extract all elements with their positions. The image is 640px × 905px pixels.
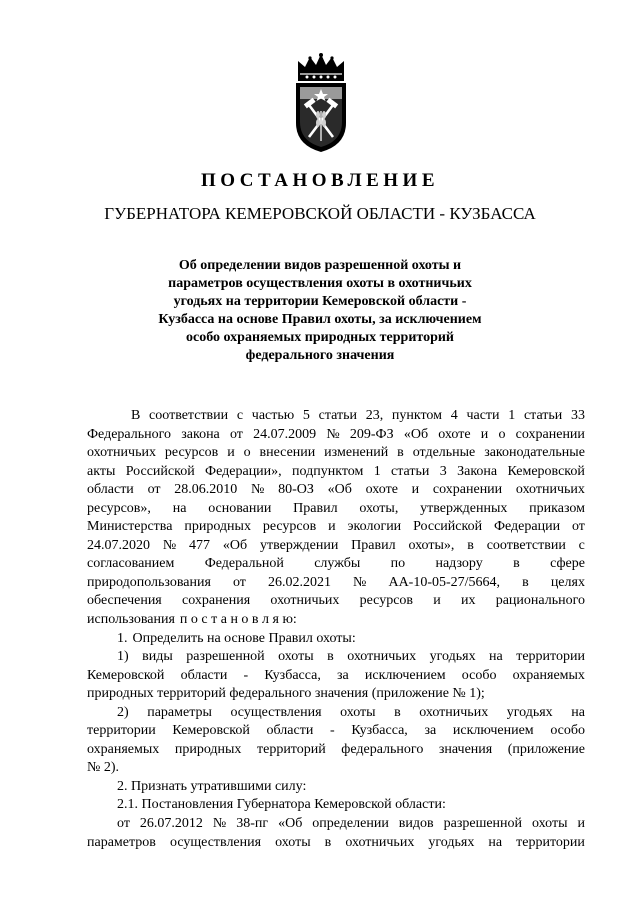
body-line [87, 537, 585, 556]
body-word: в [513, 556, 520, 572]
body-word: охотничьих [270, 593, 340, 609]
body-word: (приложение [507, 741, 585, 757]
body-word: в [397, 445, 404, 461]
body-line [87, 518, 585, 537]
body-word: сохранении [432, 482, 503, 498]
body-word: № [251, 482, 265, 498]
body-word: основании [208, 500, 272, 516]
body-word: 38-пг [236, 816, 269, 832]
body-word: параметров [87, 834, 156, 850]
body-word: территорий [256, 741, 326, 757]
body-word: сохранении [515, 426, 585, 442]
body-word: «Об [327, 482, 352, 498]
body-word: от [117, 816, 130, 832]
body-word: Министерства [87, 519, 173, 535]
body-word: и [227, 445, 235, 461]
body-word: согласованием [87, 556, 175, 572]
body-word: - [330, 723, 335, 739]
body-word: - [243, 667, 249, 683]
body-line [87, 500, 585, 519]
body-line [87, 611, 585, 630]
body-word: № [326, 426, 340, 442]
body-word: за [337, 667, 349, 683]
body-word: в [327, 649, 334, 665]
body-line [87, 648, 585, 667]
body-word: рационального [495, 593, 585, 609]
body-word: «Об [278, 816, 303, 832]
body-word: охоты, [359, 500, 399, 516]
body-word: утверждении [259, 537, 339, 553]
body-word: природных [174, 741, 242, 757]
document-title: ПОСТАНОВЛЕНИЕ [200, 170, 440, 191]
subject-line: особо охраняемых природных территорий [185, 330, 454, 345]
body-word: исключением [452, 723, 534, 739]
body-word: 26.07.2012 [139, 816, 203, 832]
body-word: Кемеровской [87, 667, 165, 683]
body-word: видов [398, 816, 434, 832]
body-word: п о с т а н о в л я ю: [179, 612, 297, 628]
body-line [87, 407, 585, 426]
crown-icon [298, 53, 344, 81]
body-word: охотничьих [87, 445, 156, 461]
body-word: от [147, 482, 161, 498]
body-word: охотничьих [345, 834, 415, 850]
body-word: о [498, 426, 506, 442]
body-word: охоты», [408, 537, 455, 553]
body-word: 80-ОЗ [278, 482, 314, 498]
body-word: надзору [435, 556, 483, 572]
body-word: Кемеровской [172, 723, 250, 739]
body-word: целях [550, 574, 585, 590]
body-word: части [466, 408, 500, 423]
body-line [87, 630, 585, 649]
subject-line: федерального значения [245, 348, 395, 363]
body-word: и [480, 426, 489, 442]
body-word: по [390, 556, 406, 572]
body-word: частью [251, 408, 295, 423]
body-word: ресурсов [164, 445, 219, 461]
body-word: охотничьих [515, 482, 585, 498]
body-word: охотничьих [419, 704, 489, 720]
body-word: внесении [259, 445, 316, 461]
document-body [87, 407, 585, 852]
document-issuer: ГУБЕРНАТОРА КЕМЕРОВСКОЙ ОБЛАСТИ - КУЗБАССА [104, 204, 536, 223]
subject-line: Кузбасса на основе Правил охоты, за исключением [158, 312, 482, 327]
body-word: Федерации», [205, 463, 282, 479]
body-word: на [172, 500, 187, 516]
body-word: № [353, 574, 367, 590]
body-word: 23, [365, 408, 384, 423]
body-word: Правил [293, 500, 338, 516]
body-word: угодьях [428, 834, 475, 850]
body-word: области [266, 723, 314, 739]
subject-line: угодьях на территории Кемеровской области - [173, 294, 467, 309]
body-word: 5 [302, 408, 310, 423]
body-word: 28.06.2010 [174, 482, 238, 498]
body-word: природопользования [87, 574, 211, 590]
body-word: природных [184, 519, 251, 535]
body-line [87, 685, 585, 704]
body-word: исключением [364, 667, 446, 683]
body-word: особо [461, 667, 497, 683]
body-line [87, 722, 585, 741]
body-word: статьи [391, 463, 430, 479]
body-word: области [87, 482, 134, 498]
body-word: обеспечения [87, 593, 162, 609]
body-word: особо [550, 723, 585, 739]
subject-line: параметров осуществления охоты в охотничьих [168, 276, 472, 291]
body-line [87, 592, 585, 611]
body-word: Федерации [493, 519, 561, 535]
body-word: охоты [532, 816, 568, 832]
body-word: области [180, 667, 228, 683]
body-word: закона [181, 426, 220, 442]
body-word: территории [87, 723, 156, 739]
body-word: 4 [450, 408, 458, 423]
body-word: 1 [508, 408, 516, 423]
body-word: охоте [365, 482, 398, 498]
body-word: осуществления [230, 704, 322, 720]
body-word: 477 [189, 537, 211, 553]
body-word: охоты [278, 649, 314, 665]
body-word: 24.07.2020 [87, 537, 150, 553]
body-word: статьи [523, 408, 563, 423]
body-word: о [243, 445, 251, 461]
body-word: осуществления [169, 834, 262, 850]
body-word: охоты [340, 704, 376, 720]
body-word: значения [438, 741, 493, 757]
body-word: на [488, 834, 503, 850]
body-word: утвержденных [420, 500, 508, 516]
body-word: законодательные [484, 445, 585, 461]
body-line [87, 426, 585, 445]
body-word: охоте [438, 426, 471, 442]
body-word: соответствии [149, 408, 229, 423]
body-word: № [212, 816, 227, 832]
body-word: изменений [324, 445, 389, 461]
body-word: территории [516, 649, 585, 665]
body-word: 1 [373, 463, 381, 479]
body-word: угодьях [429, 649, 476, 665]
body-word: сфере [550, 556, 585, 572]
body-word: 1) [117, 649, 129, 665]
body-word: охраняемых [512, 667, 585, 683]
body-word: параметры [147, 704, 212, 720]
body-line [87, 834, 585, 853]
body-word: от [229, 426, 243, 442]
body-word: и [577, 816, 585, 832]
body-word: Определить на основе Правил охоты: [132, 630, 356, 646]
body-word: ресурсов [262, 519, 317, 535]
body-word: федерального [341, 741, 424, 757]
body-word: виды [142, 649, 173, 665]
body-word: и [328, 519, 336, 535]
body-line [87, 481, 585, 500]
body-word: АА-10-05-27/5664, [388, 574, 501, 590]
body-word: и [433, 593, 441, 609]
body-word: охраняемых [87, 741, 160, 757]
body-word: отдельные [412, 445, 476, 461]
body-word: Кузбасса, [264, 667, 321, 683]
document-subject [0, 257, 640, 365]
body-line [87, 704, 585, 723]
body-word: от [232, 574, 246, 590]
body-word: 33 [571, 408, 585, 423]
body-word: приказом [529, 500, 585, 516]
body-word: на [489, 649, 503, 665]
body-word: акты [87, 463, 116, 479]
kemerovo-region-coat-of-arms-icon [292, 53, 350, 153]
body-line [87, 444, 585, 463]
body-word: за [424, 723, 437, 739]
body-word: сохранения [181, 593, 251, 609]
body-word: в [324, 834, 332, 850]
body-line [87, 778, 585, 797]
body-word: разрешенной [186, 649, 265, 665]
body-line [87, 463, 585, 482]
body-line [87, 555, 585, 574]
body-word: ресурсов», [87, 500, 151, 516]
body-word: экологии [347, 519, 402, 535]
body-word: соответствии [486, 537, 566, 553]
body-word: с [578, 537, 585, 553]
body-word: в [467, 537, 474, 553]
body-line [87, 759, 585, 778]
body-word: территории [516, 834, 585, 850]
body-line [87, 796, 585, 815]
body-word: охотничьих [347, 649, 417, 665]
body-word: Закона [457, 463, 498, 479]
body-word: их [460, 593, 476, 609]
body-word: «Об [222, 537, 248, 553]
body-word: службы [314, 556, 361, 572]
body-word: Федеральной [204, 556, 284, 572]
body-word: 2. Признать утратившими силу: [117, 778, 307, 794]
body-word: Кузбасса, [351, 723, 408, 739]
body-word: природных территорий федерального значения (приложение № 1); [87, 686, 485, 702]
body-line [87, 667, 585, 686]
body-word: и [411, 482, 420, 498]
body-word: в [522, 574, 529, 590]
body-word: на [571, 704, 585, 720]
body-word: статьи [318, 408, 357, 423]
body-word: пунктом [391, 408, 443, 423]
body-word: подпунктом [292, 463, 364, 479]
body-word: 2.1. Постановления Губернатора Кемеровской области: [117, 797, 446, 813]
body-word: в [394, 704, 401, 720]
body-word: с [236, 408, 244, 423]
body-word: 209-ФЗ [349, 426, 394, 442]
body-word: разрешенной [443, 816, 523, 832]
body-word: № [162, 537, 177, 553]
body-word: Кемеровской [507, 463, 585, 479]
body-word: охоты [275, 834, 311, 850]
body-word: Российской [413, 519, 483, 535]
body-word: угодьях [506, 704, 553, 720]
body-word: «Об [403, 426, 429, 442]
body-word: ресурсов [359, 593, 414, 609]
body-line [87, 574, 585, 593]
body-word: В [131, 408, 141, 423]
body-word: от [571, 519, 585, 535]
body-line [87, 815, 585, 834]
body-word: Российской [125, 463, 195, 479]
body-word: 3 [439, 463, 447, 479]
body-word: определении [312, 816, 389, 832]
subject-line: Об определении видов разрешенной охоты и [178, 258, 462, 273]
body-word: 26.02.2021 [267, 574, 331, 590]
body-word: № 2). [87, 760, 120, 776]
body-word: использования [87, 612, 175, 628]
body-word: 24.07.2009 [253, 426, 317, 442]
body-word: Правил [351, 537, 396, 553]
body-line [87, 741, 585, 760]
body-word: 1. [117, 630, 128, 646]
body-word: 2) [117, 704, 129, 720]
body-word: Федерального [87, 426, 172, 442]
